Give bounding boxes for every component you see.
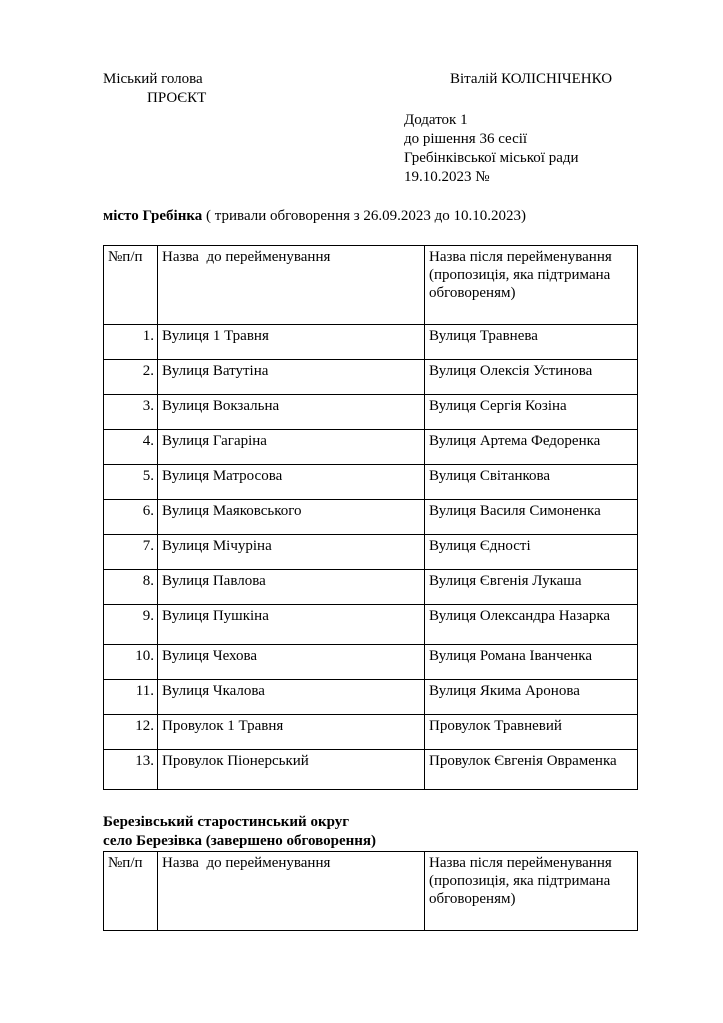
row-new-name: Вулиця Артема Федоренка (425, 430, 638, 465)
row-number: 8. (104, 570, 158, 605)
section-2-district: Березівський старостинський округ (103, 814, 350, 830)
row-new-name: Провулок Травневий (425, 715, 638, 750)
table-row (104, 750, 638, 790)
section-1-title-city: місто Гребінка (103, 208, 203, 224)
header-new-name: Назва після перейменування (пропозиція, яка підтримана обговореням) (425, 852, 638, 931)
row-new-name: Провулок Євгенія Овраменка (425, 750, 638, 790)
table-row (104, 535, 638, 570)
row-new-name: Вулиця Олексія Устинова (425, 360, 638, 395)
mayor-name: Віталій КОЛІСНІЧЕНКО (450, 71, 613, 87)
header-old-name: Назва до перейменування (158, 852, 425, 931)
row-old-name: Провулок 1 Травня (158, 715, 425, 750)
header-new-name: Назва після перейменування (пропозиція, яка підтримана обговореням) (425, 246, 638, 325)
row-number: 12. (104, 715, 158, 750)
row-old-name: Вулиця Гагаріна (158, 430, 425, 465)
row-number: 11. (104, 680, 158, 715)
appendix-line-4: 19.10.2023 № (404, 169, 490, 185)
header-num: №п/п (104, 246, 158, 325)
table-row (104, 645, 638, 680)
table-row (104, 360, 638, 395)
table-row (104, 430, 638, 465)
row-new-name: Вулиця Василя Симоненка (425, 500, 638, 535)
row-number: 4. (104, 430, 158, 465)
row-old-name: Вулиця Мічуріна (158, 535, 425, 570)
row-number: 9. (104, 605, 158, 645)
row-new-name: Вулиця Єдності (425, 535, 638, 570)
header-num: №п/п (104, 852, 158, 931)
row-new-name: Вулиця Сергія Козіна (425, 395, 638, 430)
row-old-name: Вулиця Вокзальна (158, 395, 425, 430)
draft-label: ПРОЄКТ (147, 90, 207, 106)
row-old-name: Вулиця Маяковського (158, 500, 425, 535)
row-number: 5. (104, 465, 158, 500)
row-number: 2. (104, 360, 158, 395)
mayor-title: Міський голова (103, 71, 203, 87)
row-old-name: Вулиця 1 Травня (158, 325, 425, 360)
row-number: 3. (104, 395, 158, 430)
row-old-name: Вулиця Ватутіна (158, 360, 425, 395)
section-2-village: село Березівка (завершено обговорення) (103, 833, 376, 849)
row-number: 10. (104, 645, 158, 680)
section-1-title (103, 207, 526, 225)
renaming-table-berezivka (103, 851, 638, 931)
row-new-name: Вулиця Романа Іванченка (425, 645, 638, 680)
row-new-name: Вулиця Травнева (425, 325, 638, 360)
table-row (104, 680, 638, 715)
row-number: 7. (104, 535, 158, 570)
table-row (104, 465, 638, 500)
row-old-name: Вулиця Матросова (158, 465, 425, 500)
table-row (104, 715, 638, 750)
table-row (104, 325, 638, 360)
row-new-name: Вулиця Якима Аронова (425, 680, 638, 715)
table-row (104, 500, 638, 535)
row-number: 1. (104, 325, 158, 360)
table-row (104, 395, 638, 430)
row-old-name: Вулиця Пушкіна (158, 605, 425, 645)
appendix-line-1: Додаток 1 (404, 112, 468, 128)
row-old-name: Вулиця Чкалова (158, 680, 425, 715)
row-new-name: Вулиця Євгенія Лукаша (425, 570, 638, 605)
row-number: 13. (104, 750, 158, 790)
appendix-line-2: до рішення 36 сесії (404, 131, 528, 147)
table-header-row (104, 246, 638, 325)
renaming-table-hrebinka (103, 245, 638, 790)
table-row (104, 605, 638, 645)
row-old-name: Провулок Піонерський (158, 750, 425, 790)
header-old-name: Назва до перейменування (158, 246, 425, 325)
row-number: 6. (104, 500, 158, 535)
row-new-name: Вулиця Олександра Назарка (425, 605, 638, 645)
row-new-name: Вулиця Світанкова (425, 465, 638, 500)
table-header-row (104, 852, 638, 931)
row-old-name: Вулиця Чехова (158, 645, 425, 680)
appendix-line-3: Гребінківської міської ради (404, 150, 579, 166)
row-old-name: Вулиця Павлова (158, 570, 425, 605)
table-row (104, 570, 638, 605)
section-1-title-period: ( тривали обговорення з 26.09.2023 до 10.10.2023) (202, 208, 527, 224)
